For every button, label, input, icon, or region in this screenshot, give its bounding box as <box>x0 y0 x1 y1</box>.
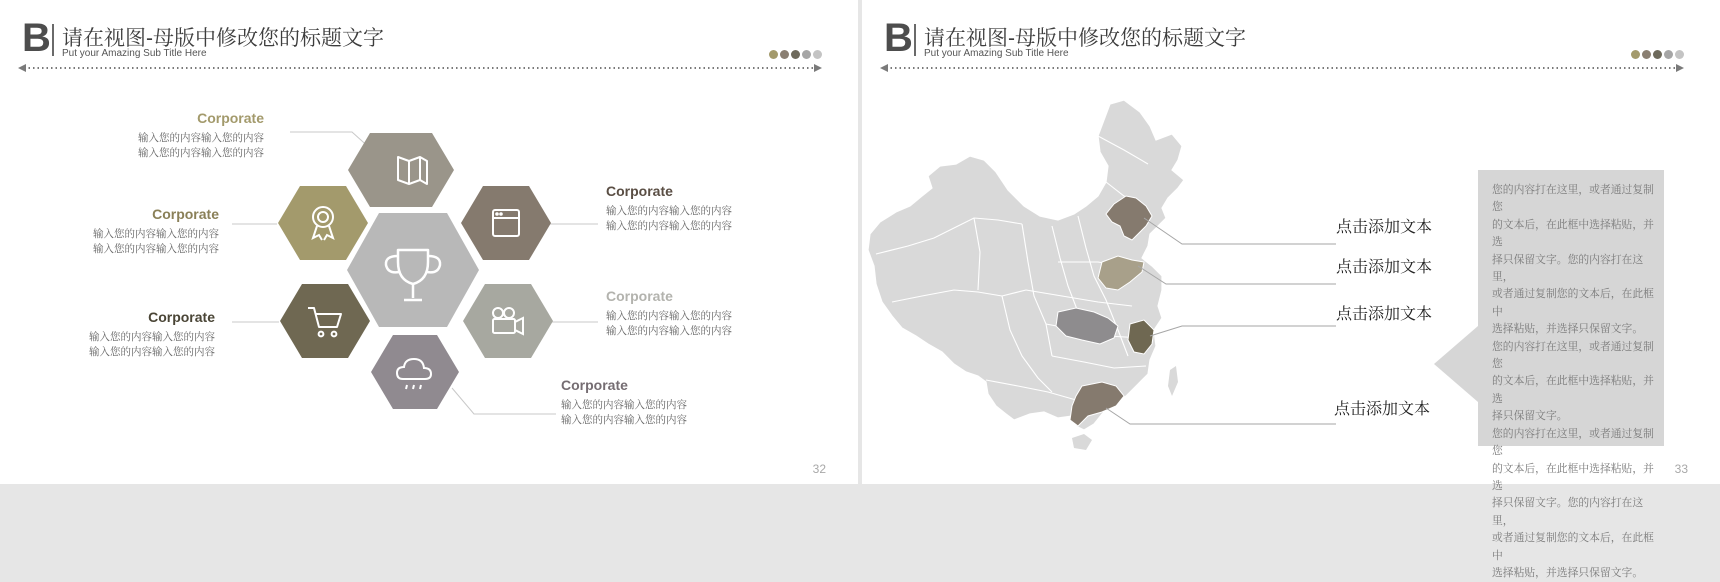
slide-32 <box>0 0 858 484</box>
rule-arrow-left <box>18 64 26 72</box>
callout-line: 择只保留文字。 <box>1492 410 1568 423</box>
logo-letter: B <box>884 16 913 60</box>
callout-text <box>1492 182 1657 582</box>
callout-line: 的文本后，在此框中选择粘贴，并选 <box>1492 218 1654 249</box>
callout-line: 您的内容打在这里，或者通过复制您 <box>1492 427 1654 458</box>
item-line: 输入您的内容输入您的内容 <box>606 310 732 322</box>
item-title: Corporate <box>606 288 673 304</box>
callout-line: 选择粘贴，并选择只保留文字。 <box>1492 566 1644 579</box>
item-line: 输入您的内容输入您的内容 <box>93 243 219 255</box>
callout-line: 的文本后，在此框中选择粘贴，并选 <box>1492 375 1654 405</box>
rule-arrow-left <box>880 64 888 72</box>
rule-arrow-right <box>814 64 822 72</box>
page-number: 33 <box>1674 462 1688 476</box>
callout-line: 的文本后，在此框中选择粘贴，并选 <box>1492 462 1654 492</box>
item-line: 输入您的内容输入您的内容 <box>138 132 264 144</box>
hexagon-lower-left <box>280 284 370 358</box>
map-label-1[interactable]: 点击添加文本 <box>1336 219 1433 236</box>
item-line: 输入您的内容输入您的内容 <box>89 331 215 343</box>
hexagon-center <box>347 213 479 327</box>
hexagon-lower-right <box>463 284 553 358</box>
hainan-island <box>1072 434 1092 450</box>
callout-line: 择只保留文字。您的内容打在这里， <box>1492 253 1644 284</box>
slide-33 <box>862 0 1720 579</box>
item-bottom-right <box>561 377 687 428</box>
item-title: Corporate <box>148 309 215 325</box>
map-label-4[interactable]: 点击添加文本 <box>1334 401 1431 418</box>
callout-line: 或者通过复制您的文本后，在此框中 <box>1492 532 1654 562</box>
callout-line: 择只保留文字。您的内容打在这里， <box>1492 497 1644 527</box>
taiwan-island <box>1168 366 1178 396</box>
map-label-2[interactable]: 点击添加文本 <box>1336 259 1433 276</box>
callout-line: 选择粘贴，并选择只保留文字。 <box>1492 323 1644 336</box>
item-line: 输入您的内容输入您的内容 <box>606 325 732 337</box>
callout-line: 或者通过复制您的文本后，在此框中 <box>1492 288 1654 318</box>
item-top-left <box>138 110 264 161</box>
callout-line: 您的内容打在这里，或者通过复制您 <box>1492 184 1654 214</box>
hexagon-bottom <box>371 335 459 409</box>
slide-title: 请在视图-母版中修改您的标题文字 <box>62 27 384 50</box>
slide-subtitle: Put your Amazing Sub Title Here <box>924 48 1069 59</box>
map-label-3[interactable]: 点击添加文本 <box>1336 306 1433 323</box>
slide-subtitle: Put your Amazing Sub Title Here <box>62 48 207 59</box>
item-line: 输入您的内容输入您的内容 <box>93 228 219 240</box>
item-mid-right <box>606 183 732 234</box>
item-low-right <box>606 288 732 339</box>
item-line: 输入您的内容输入您的内容 <box>138 147 264 159</box>
item-line: 输入您的内容输入您的内容 <box>606 220 732 232</box>
item-line: 输入您的内容输入您的内容 <box>606 205 732 217</box>
callout-line: 您的内容打在这里，或者通过复制您 <box>1492 340 1654 371</box>
item-line: 输入您的内容输入您的内容 <box>561 414 687 426</box>
page-number: 32 <box>812 462 826 476</box>
item-title: Corporate <box>197 110 264 126</box>
slide-title: 请在视图-母版中修改您的标题文字 <box>924 27 1246 50</box>
hexagon-upper-right <box>461 186 551 260</box>
item-title: Corporate <box>152 206 219 222</box>
item-title: Corporate <box>606 183 673 199</box>
item-low-left <box>89 309 215 360</box>
item-mid-left <box>93 206 219 257</box>
callout-pointer <box>1434 326 1478 402</box>
item-title: Corporate <box>561 377 628 393</box>
logo-letter: B <box>22 16 51 60</box>
item-line: 输入您的内容输入您的内容 <box>89 346 215 358</box>
hexagon-top <box>348 133 454 207</box>
item-line: 输入您的内容输入您的内容 <box>561 399 687 411</box>
rule-arrow-right <box>1676 64 1684 72</box>
